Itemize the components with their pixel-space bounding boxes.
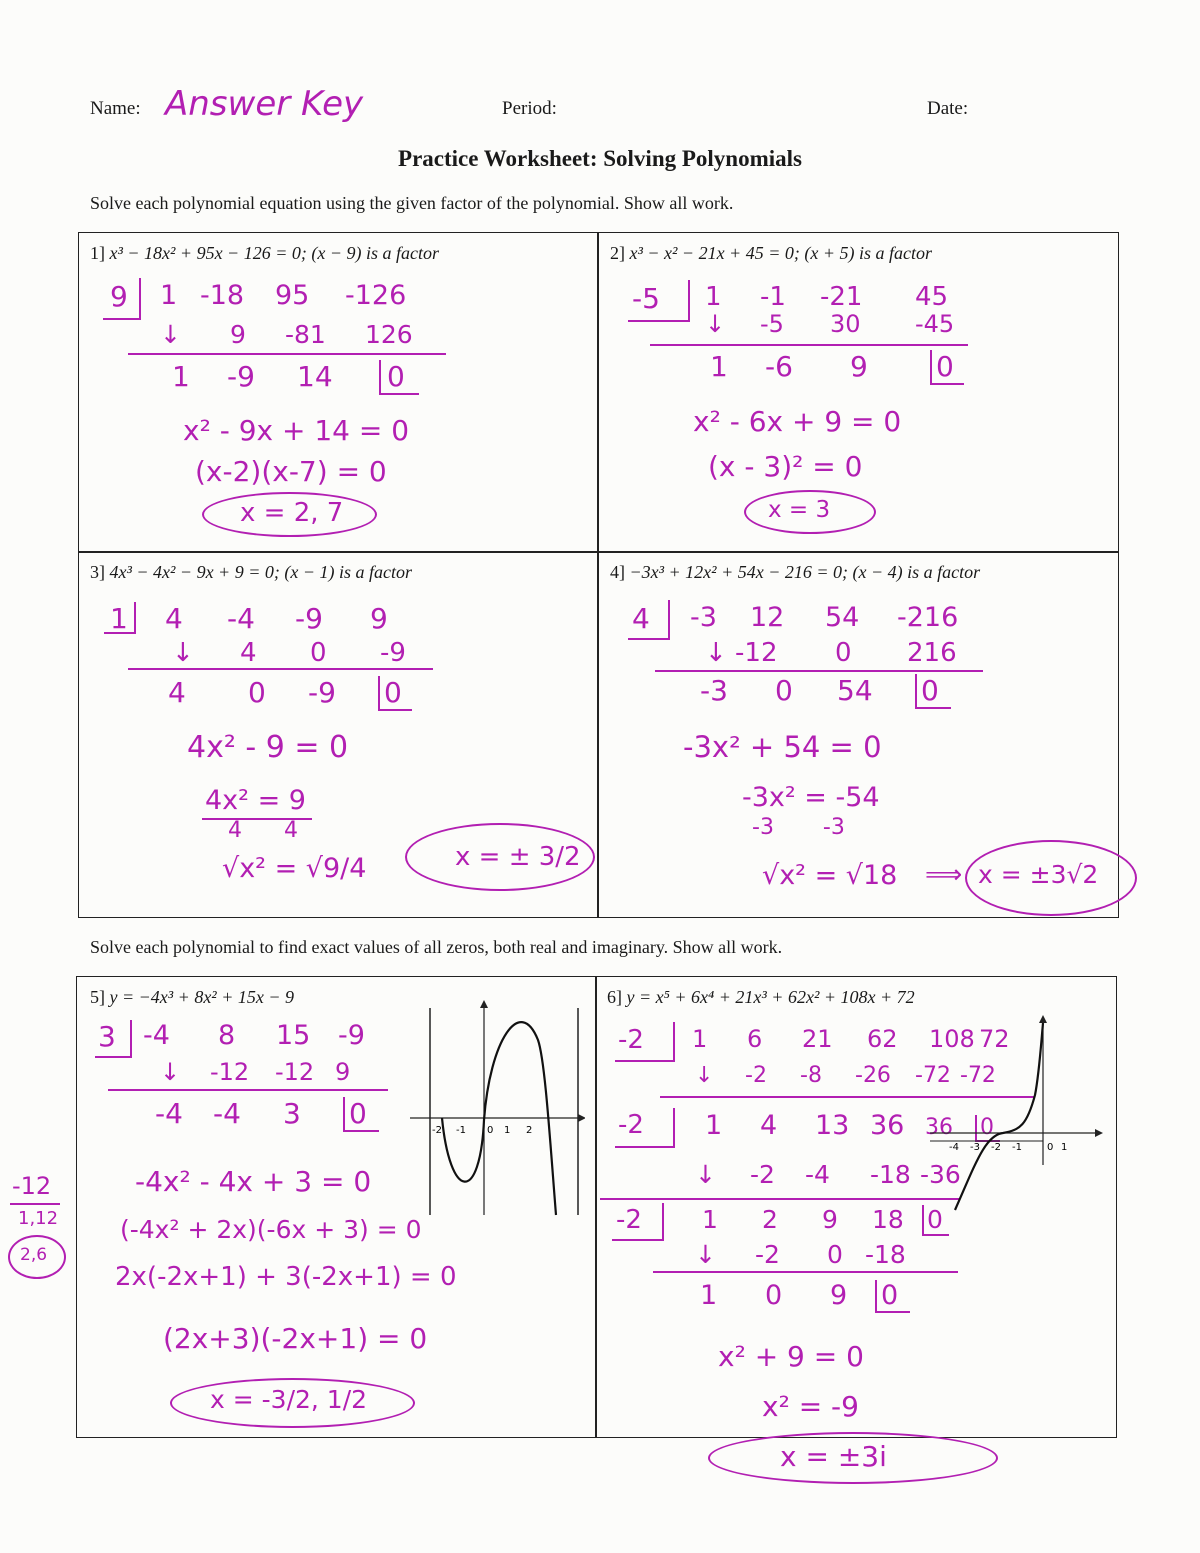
p5-side-note-line — [10, 1203, 60, 1205]
p3-row1-c1: 4 — [165, 602, 183, 635]
p5-step4: (2x+3)(-2x+1) = 0 — [163, 1322, 428, 1355]
p3-division-line — [128, 668, 433, 670]
p6-graph — [925, 1015, 1105, 1215]
p1-row2-c2: 9 — [230, 320, 246, 349]
p2-step1: x² - 6x + 9 = 0 — [693, 405, 902, 438]
p3-division-bracket — [104, 602, 136, 634]
p6-r3b-c2: -2 — [755, 1240, 780, 1269]
p2-row2-c2: -5 — [760, 310, 784, 338]
p2-row2-c3: 30 — [830, 310, 861, 338]
p5-row2-c3: -12 — [275, 1058, 315, 1086]
p2-row2-c4: -45 — [915, 310, 955, 338]
p6-r2b-c2: -2 — [750, 1160, 775, 1189]
p4-row2-c3: 216 — [907, 638, 957, 668]
p6-division-line-3 — [653, 1271, 958, 1273]
p2-row1-c3: -21 — [820, 282, 863, 312]
p1-row2-c3: -81 — [285, 320, 326, 349]
p6-r1b-c4: -26 — [855, 1063, 891, 1088]
p5-row1-c3: 15 — [276, 1020, 311, 1051]
p6-r3-c3: 9 — [822, 1205, 838, 1234]
p5-tick-label: 0 — [487, 1125, 494, 1136]
problem-6-statement — [607, 987, 915, 1008]
p5-side-note-1: -12 — [12, 1172, 52, 1200]
p1-step2: (x-2)(x-7) = 0 — [195, 455, 387, 488]
p6-tick-label: 0 — [1047, 1142, 1054, 1153]
p1-row1-c2: -18 — [200, 280, 245, 311]
p5-step1: -4x² - 4x + 3 = 0 — [135, 1165, 372, 1198]
problem-6-number: 6] — [607, 987, 622, 1007]
problem-5-number: 5] — [90, 987, 105, 1007]
p4-row1-c3: 54 — [825, 602, 860, 633]
p1-division-line — [128, 353, 446, 355]
p6-r2b-c4: -18 — [870, 1160, 911, 1189]
p6-r3b-c4: -18 — [865, 1240, 906, 1269]
p4-row2-c2: 0 — [835, 638, 852, 668]
p6-r2-remainder: 0 — [975, 1115, 1000, 1142]
p6-r1b-c3: -8 — [800, 1063, 822, 1088]
instructions-part1: Solve each polynomial equation using the given factor of the polynomial. Show all work. — [90, 193, 734, 213]
p3-answer: x = ± 3/2 — [455, 842, 581, 872]
p6-divisor-1: -2 — [618, 1025, 644, 1055]
p4-answer: x = ±3√2 — [978, 860, 1099, 889]
p1-row2-c1: ↓ — [160, 320, 181, 349]
p6-tick-label: 1 — [1061, 1142, 1068, 1153]
p4-row3-c3: 54 — [837, 674, 873, 707]
p4-division-line — [655, 670, 983, 672]
p5-tick-label: -2 — [432, 1125, 442, 1136]
problem-5-statement — [90, 987, 294, 1008]
p6-answer: x = ±3i — [780, 1440, 887, 1473]
p3-step3: 4 4 — [228, 818, 298, 843]
p1-remainder: 0 — [379, 360, 419, 395]
problem-5-equation: y = −4x³ + 8x² + 15x − 9 — [109, 987, 294, 1007]
p6-r3-c4: 18 — [872, 1205, 904, 1234]
p5-row2-c1: ↓ — [160, 1058, 181, 1086]
p3-row2-c4: -9 — [380, 638, 406, 668]
p6-r4-c3: 9 — [830, 1280, 848, 1311]
p2-row3-c1: 1 — [710, 350, 728, 383]
p6-r2-c3: 13 — [815, 1110, 850, 1141]
p6-r1-c3: 21 — [802, 1025, 833, 1053]
p1-divisor: 9 — [110, 280, 128, 313]
problem-4-statement — [610, 562, 980, 583]
problem-1-statement — [90, 243, 439, 264]
instructions-part2: Solve each polynomial to find exact values of all zeros, both real and imaginary. Show all work. — [90, 937, 783, 957]
p6-r4-c2: 0 — [765, 1280, 783, 1311]
p4-row3-c2: 0 — [775, 674, 793, 707]
p1-row1 — [160, 280, 406, 311]
p4-remainder: 0 — [915, 674, 951, 709]
p2-division-bracket — [628, 280, 690, 322]
p6-r3b-c3: 0 — [827, 1240, 843, 1269]
p6-bracket-2 — [615, 1108, 675, 1148]
problem-6-equation: y = x⁵ + 6x⁴ + 21x³ + 62x² + 108x + 72 — [626, 987, 915, 1007]
p5-answer: x = -3/2, 1/2 — [210, 1385, 368, 1414]
problem-2-statement — [610, 243, 932, 264]
page-title: Practice Worksheet: Solving Polynomials — [398, 146, 802, 171]
problem-2-equation: x³ − x² − 21x + 45 = 0; (x + 5) is a factor — [629, 243, 932, 263]
problem-2-number: 2] — [610, 243, 625, 263]
p6-r3-c2: 2 — [762, 1205, 778, 1234]
p6-bracket-1 — [615, 1022, 675, 1062]
p5-division-bracket — [95, 1020, 132, 1058]
p6-r3b-c1: ↓ — [695, 1240, 716, 1269]
p5-row1-c4: -9 — [338, 1020, 365, 1051]
p6-r4-c1: 1 — [700, 1280, 718, 1311]
p4-row1-c1: -3 — [690, 602, 717, 633]
p6-r1-c5: 108 — [929, 1025, 975, 1053]
p4-row3-c1: -3 — [700, 674, 728, 707]
p4-implies-arrow: ⟹ — [925, 860, 963, 890]
p3-step1: 4x² - 9 = 0 — [187, 730, 349, 765]
problem-3-number: 3] — [90, 562, 105, 582]
p4-row1-c4: -216 — [897, 602, 959, 633]
p2-remainder: 0 — [930, 350, 964, 385]
p5-divisor: 3 — [98, 1020, 116, 1053]
p3-row3-c1: 4 — [168, 676, 186, 709]
p5-row3-c2: -4 — [213, 1097, 241, 1130]
p6-r1b-c5: -72 — [915, 1063, 951, 1088]
p6-r1-c4: 62 — [867, 1025, 898, 1053]
p4-step1: -3x² + 54 = 0 — [683, 730, 882, 764]
p5-side-note-2: 1,12 — [18, 1208, 59, 1229]
p6-tick-label: -2 — [991, 1142, 1001, 1153]
p6-r2-c4: 36 — [870, 1110, 905, 1141]
p1-row3-c1: 1 — [172, 360, 190, 393]
p2-divisor: -5 — [632, 282, 660, 315]
p6-tick-label: -4 — [949, 1142, 959, 1153]
p6-r2b-c1: ↓ — [695, 1160, 716, 1189]
p4-step4: √x² = √18 — [762, 860, 898, 891]
p6-x-axis-arrow — [1095, 1129, 1103, 1137]
p6-r2-c5: 36 — [925, 1115, 953, 1140]
p3-row1-c4: 9 — [370, 602, 388, 635]
p6-r1b-c6: -72 — [960, 1063, 996, 1088]
p2-division-line — [650, 344, 968, 346]
p3-step2: 4x² = 9 — [205, 785, 306, 816]
problem-3-equation: 4x³ − 4x² − 9x + 9 = 0; (x − 1) is a factor — [109, 562, 412, 582]
p2-row1-c1: 1 — [705, 282, 722, 312]
p1-step1: x² - 9x + 14 = 0 — [183, 414, 410, 447]
p2-step2: (x - 3)² = 0 — [708, 450, 863, 483]
p3-row3-c2: 0 — [248, 676, 266, 709]
problem-4-number: 4] — [610, 562, 625, 582]
p6-divisor-3: -2 — [616, 1205, 642, 1235]
problem-1-number: 1] — [90, 243, 105, 263]
date-label: Date: — [927, 98, 969, 119]
p6-r1b-c1: ↓ — [695, 1063, 714, 1088]
p3-divisor: 1 — [110, 602, 128, 635]
p5-row2-c4: 9 — [335, 1058, 351, 1086]
p1-answer: x = 2, 7 — [240, 498, 344, 528]
problem-4-equation: −3x³ + 12x² + 54x − 216 = 0; (x − 4) is a factor — [629, 562, 981, 582]
p6-y-axis-arrow — [1039, 1015, 1047, 1023]
p5-division-line — [108, 1089, 388, 1091]
p6-r1-c2: 6 — [747, 1025, 763, 1053]
p3-row2-c3: 0 — [310, 638, 327, 668]
p6-tick-label: -1 — [1012, 1142, 1022, 1153]
p1-row1-c3: 95 — [275, 280, 310, 311]
p3-remainder: 0 — [378, 676, 412, 711]
p6-step1: x² + 9 = 0 — [718, 1340, 864, 1373]
p6-r1-c1: 1 — [692, 1025, 708, 1053]
p2-answer: x = 3 — [768, 497, 831, 523]
p5-row1-c1: -4 — [143, 1020, 170, 1051]
p5-step3: 2x(-2x+1) + 3(-2x+1) = 0 — [115, 1262, 457, 1292]
p6-r3-remainder: 0 — [922, 1205, 949, 1236]
p5-row3-c3: 3 — [283, 1097, 301, 1130]
p3-row2-c2: 4 — [240, 638, 257, 668]
name-value: Answer Key — [165, 84, 364, 124]
p6-r4-remainder: 0 — [875, 1280, 910, 1313]
p5-x-axis-arrow — [578, 1114, 585, 1122]
p4-row1-c2: 12 — [750, 602, 785, 633]
p3-row1-c3: -9 — [295, 602, 323, 635]
p5-row1-c2: 8 — [218, 1020, 236, 1051]
p5-tick-label: -1 — [456, 1125, 466, 1136]
p6-r1b-c2: -2 — [745, 1063, 767, 1088]
problem-3-statement — [90, 562, 412, 583]
p5-tick-label: 1 — [504, 1125, 511, 1136]
p4-step3: -3 -3 — [752, 815, 845, 840]
p6-r2-c2: 4 — [760, 1110, 778, 1141]
p6-divisor-2: -2 — [618, 1110, 644, 1140]
p5-side-note-3: 2,6 — [20, 1245, 48, 1265]
p1-row3-c3: 14 — [297, 360, 333, 393]
p6-r3-c1: 1 — [702, 1205, 718, 1234]
period-label: Period: — [502, 98, 557, 119]
p2-row1-c4: 45 — [915, 282, 949, 312]
p5-row2-c2: -12 — [210, 1058, 250, 1086]
p4-divisor: 4 — [632, 602, 650, 635]
p1-row3-c2: -9 — [227, 360, 255, 393]
p1-row1-c1: 1 — [160, 280, 178, 311]
name-label: Name: — [90, 98, 141, 119]
p5-graph — [410, 1000, 585, 1220]
p6-r2b-c3: -4 — [805, 1160, 830, 1189]
p5-y-axis-arrow — [480, 1000, 488, 1008]
p6-curve — [955, 1023, 1043, 1210]
p3-row1-c2: -4 — [227, 602, 255, 635]
p6-bracket-3 — [612, 1203, 664, 1241]
p6-r1-c6: 72 — [979, 1025, 1010, 1053]
problem-1-equation: x³ − 18x² + 95x − 126 = 0; (x − 9) is a factor — [109, 243, 439, 263]
p5-step2: (-4x² + 2x)(-6x + 3) = 0 — [120, 1215, 422, 1244]
p5-row3-c1: -4 — [155, 1097, 183, 1130]
p1-row2-c4: 126 — [365, 320, 413, 349]
p3-step4: √x² = √9/4 — [222, 853, 367, 884]
p1-row1-c4: -126 — [345, 280, 407, 311]
p5-tick-label: 2 — [526, 1125, 533, 1136]
p6-tick-label: -3 — [970, 1142, 980, 1153]
p5-remainder: 0 — [343, 1097, 379, 1132]
p4-division-bracket — [628, 600, 670, 640]
p6-division-line-2 — [600, 1198, 960, 1200]
p2-row3-c2: -6 — [765, 350, 793, 383]
p4-step2: -3x² = -54 — [742, 782, 880, 813]
p6-step2: x² = -9 — [762, 1390, 859, 1423]
p3-row2-c1: ↓ — [172, 638, 194, 668]
p6-r2-c1: 1 — [705, 1110, 723, 1141]
p1-division-bracket — [103, 278, 141, 320]
p4-row2-c1: ↓ -12 — [705, 638, 778, 668]
p3-row3-c3: -9 — [308, 676, 336, 709]
p2-row2-c1: ↓ — [705, 310, 726, 338]
p6-r2b-c5: -36 — [920, 1160, 961, 1189]
p2-row1-c2: -1 — [760, 282, 786, 312]
p2-row3-c3: 9 — [850, 350, 868, 383]
